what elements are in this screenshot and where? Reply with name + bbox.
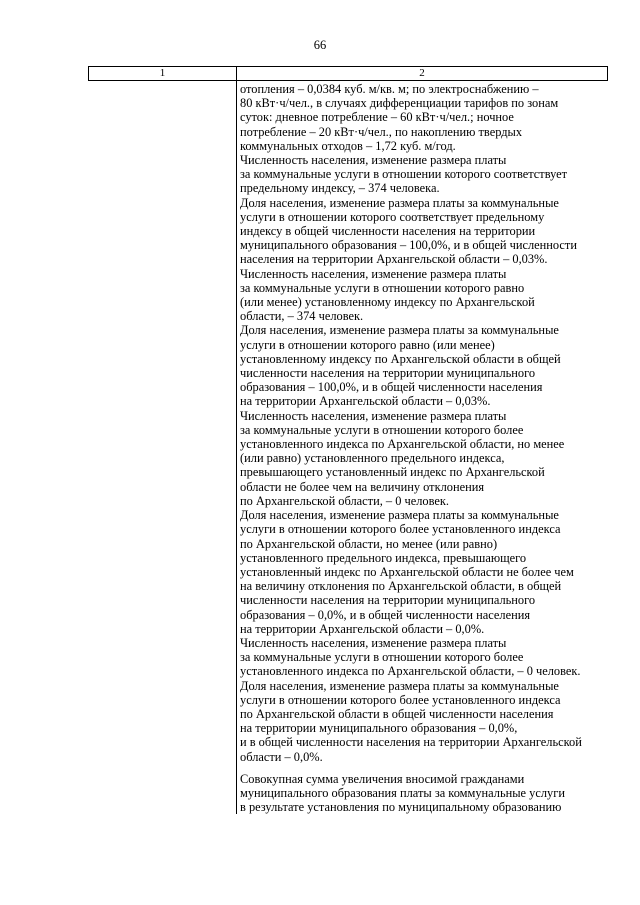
text-line: (или равно) установленного предельного индекса, bbox=[240, 451, 505, 466]
page-number: 66 bbox=[313, 38, 327, 52]
table-cell-right bbox=[237, 81, 608, 815]
text-line: Численность населения, изменение размера платы bbox=[240, 408, 507, 423]
text-line: по Архангельской области в общей численности населения bbox=[240, 706, 554, 721]
column-header-1: 1 bbox=[89, 67, 237, 81]
text-line: установленного индекса по Архангельской области, – 0 человек. bbox=[240, 664, 581, 679]
text-line: Численность населения, изменение размера платы bbox=[240, 266, 507, 281]
column-header-2: 2 bbox=[237, 67, 608, 81]
text-line: по Архангельской области, но менее (или равно) bbox=[240, 536, 498, 551]
text-line: отопления – 0,0384 куб. м/кв. м; по электроснабжению – bbox=[240, 82, 539, 96]
text-line: Доля населения, изменение размера платы за коммунальные bbox=[240, 678, 559, 693]
text-line: за коммунальные услуги в отношении которого равно bbox=[240, 280, 525, 295]
text-line: услуги в отношении которого соответствует предельному bbox=[240, 209, 545, 224]
text-line: Доля населения, изменение размера платы за коммунальные bbox=[240, 195, 559, 210]
text-line: численности населения на территории муниципального bbox=[240, 366, 536, 381]
text-line: установленного предельного индекса, превышающего bbox=[240, 550, 527, 565]
text-line: превышающего установленный индекс по Архангельской bbox=[240, 465, 545, 480]
text-line: суток: дневное потребление – 60 кВт·ч/чел.; ночное bbox=[240, 110, 514, 125]
text-line: Доля населения, изменение размера платы за коммунальные bbox=[240, 323, 559, 338]
text-line: установленный индекс по Архангельской области не более чем bbox=[240, 564, 574, 579]
text-line: на территории муниципального образования – 0,0%, bbox=[240, 721, 518, 736]
text-line: численности населения на территории муниципального bbox=[240, 593, 536, 608]
text-line: области – 0,0%. bbox=[240, 749, 323, 764]
text-line: и в общей численности населения на территории Архангельской bbox=[240, 735, 582, 750]
table-row bbox=[89, 81, 608, 815]
text-line: области не более чем на величину отклонения bbox=[240, 479, 485, 494]
document-table bbox=[88, 66, 608, 814]
text-line: образования – 0,0%, и в общей численности населения bbox=[240, 607, 531, 622]
text-line: Численность населения, изменение размера платы bbox=[240, 635, 507, 650]
text-line: области, – 374 человек. bbox=[240, 309, 364, 324]
text-line: Численность населения, изменение размера платы bbox=[240, 153, 507, 168]
text-line: услуги в отношении которого равно (или менее) bbox=[240, 337, 495, 352]
text-line: индексу в общей численности населения на территории bbox=[240, 224, 536, 239]
text-line: муниципального образования – 100,0%, и в общей численности bbox=[240, 238, 577, 253]
paragraph-gap bbox=[240, 764, 608, 772]
text-line: предельному индексу, – 374 человека. bbox=[240, 181, 440, 196]
text-line: установленного индекса по Архангельской области, но менее bbox=[240, 437, 565, 452]
text-line: населения на территории Архангельской области – 0,03%. bbox=[240, 252, 548, 267]
cell-text bbox=[237, 81, 608, 814]
text-line: (или менее) установленному индексу по Архангельской bbox=[240, 295, 535, 310]
text-line: потребление – 20 кВт·ч/чел., по накоплению твердых bbox=[240, 124, 523, 139]
table-cell-left bbox=[89, 81, 237, 815]
text-line: на территории Архангельской области – 0,03%. bbox=[240, 394, 491, 409]
text-line: муниципального образования платы за коммунальные услуги bbox=[240, 785, 565, 800]
text-line: на территории Архангельской области – 0,0%. bbox=[240, 621, 485, 636]
text-line: коммунальных отходов – 1,72 куб. м/год. bbox=[240, 138, 456, 153]
text-line: образования – 100,0%, и в общей численности населения bbox=[240, 380, 543, 395]
text-line: Доля населения, изменение размера платы за коммунальные bbox=[240, 508, 559, 523]
text-line: Совокупная сумма увеличения вносимой гражданами bbox=[240, 771, 525, 786]
text-line: за коммунальные услуги в отношении которого более bbox=[240, 422, 524, 437]
text-line: услуги в отношении которого более установленного индекса bbox=[240, 522, 561, 537]
text-line: услуги в отношении которого более установленного индекса bbox=[240, 692, 561, 707]
text-line: установленному индексу по Архангельской области в общей bbox=[240, 351, 561, 366]
text-line: в результате установления по муниципальному образованию bbox=[240, 800, 562, 815]
text-line: по Архангельской области, – 0 человек. bbox=[240, 493, 450, 508]
text-line: 80 кВт·ч/чел., в случаях дифференциации тарифов по зонам bbox=[240, 96, 559, 111]
text-line: на величину отклонения по Архангельской области, в общей bbox=[240, 579, 562, 594]
table-header-row bbox=[89, 67, 608, 81]
text-line: за коммунальные услуги в отношении которого более bbox=[240, 650, 524, 665]
text-line: за коммунальные услуги в отношении которого соответствует bbox=[240, 167, 568, 182]
